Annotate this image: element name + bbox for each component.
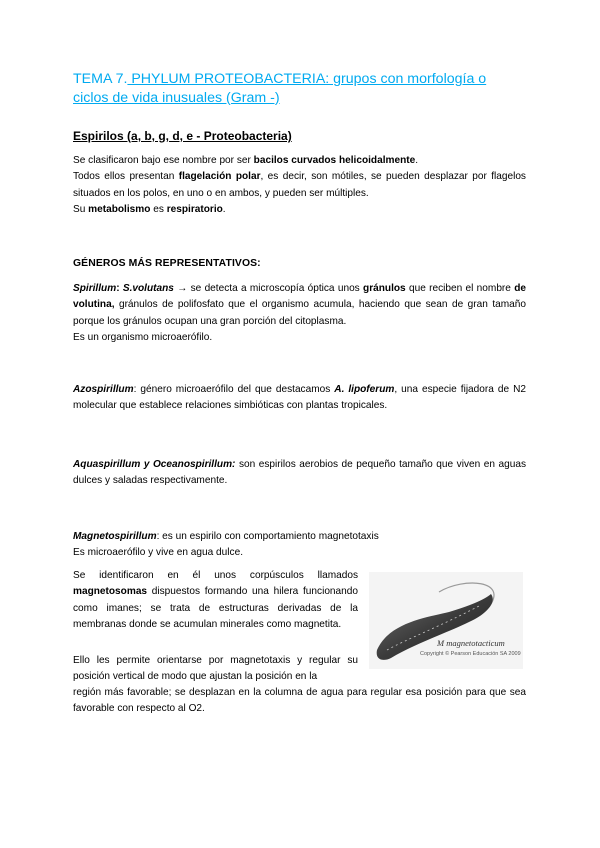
genera-heading: GÉNEROS MÁS REPRESENTATIVOS: bbox=[73, 258, 261, 269]
respiratory-term: respiratorio bbox=[166, 203, 223, 215]
magnetotaxis-paragraph-b: región más favorable; se desplazan en la columna de agua para regular esa posición para que sea favorable con respecto al O2. bbox=[73, 687, 526, 715]
spirillum-paragraph: Spirillum: S.volutans → se detecta a microscopía óptica unos gránulos que reciben el nombre de volutina, gránulos de polifosfato que el organismo acumula, haciendo que sean de gran tamaño porque los gránulos ocupan una gran porción del citoplasma. Es un organismo microaerófilo. bbox=[73, 281, 526, 346]
spirillum-species: S.volutans bbox=[122, 283, 174, 294]
magnetosome-paragraph: Se identificaron en él unos corpúsculos llamados magnetosomas dispuestos formando una hilera funcionando como imanes; se trata de estructuras derivadas de la membranas donde se acumulan minerales como magnetita. bbox=[73, 570, 358, 630]
intro-paragraph: Se clasificaron bajo ese nombre por ser bacilos curvados helicoidalmente. Todos ellos presentan flagelación polar, es decir, son mótiles, se pueden desplazar por flagelos situados en los polos, en uno o en ambos, y pueden ser múltiples. Su metabolismo es respiratorio. bbox=[73, 155, 526, 215]
section-heading: Espirilos (a, b, g, d, e - Proteobacteria) bbox=[73, 129, 292, 143]
azospirillum-name: Azospirillum bbox=[73, 384, 134, 395]
magnetospirillum-paragraph: Magnetospirillum: es un espirilo con comportamiento magnetotaxis Es microaerófilo y vive en agua dulce. bbox=[73, 529, 526, 562]
azospirillum-paragraph: Azospirillum: género microaerófilo del que destacamos A. lipoferum, una especie fijadora de N2 molecular que establece relaciones simbióticas con plantas tropicales. bbox=[73, 384, 526, 412]
metabolism-term: metabolismo bbox=[88, 203, 151, 215]
spirillum-name: Spirillum bbox=[73, 283, 117, 294]
spirillum-line2: Es un organismo microaerófilo. bbox=[73, 331, 213, 343]
title-prefix: TEMA 7. bbox=[73, 71, 128, 87]
helical-bacilli-term: bacilos curvados helicoidalmente bbox=[253, 155, 416, 166]
magnetospirillum-micrograph bbox=[369, 572, 523, 669]
magnetosomes-term: magnetosomas bbox=[73, 586, 148, 598]
figure-caption: M magnetotacticum bbox=[437, 638, 505, 648]
magnetospirillum-name: Magnetospirillum bbox=[73, 531, 157, 542]
page-title bbox=[73, 70, 533, 108]
title-line1: PHYLUM PROTEOBACTERIA: grupos con morfología o bbox=[127, 71, 487, 87]
title-line2: ciclos de vida inusuales (Gram -) bbox=[73, 90, 280, 106]
magnetospirillum-line2: Es microaerófilo y vive en agua dulce. bbox=[73, 547, 243, 559]
magnetotaxis-paragraph-a: Ello les permite orientarse por magnetotaxis y regular su posición vertical de modo que ajustan la posición en la bbox=[73, 655, 358, 683]
aquaspirillum-paragraph: Aquaspirillum y Oceanospirillum: son espirilos aerobios de pequeño tamaño que viven en aguas dulces y saladas respectivamente. bbox=[73, 459, 526, 487]
figure-copyright: Copyright © Pearson Educación SA 2009 bbox=[420, 651, 521, 657]
polar-flagellation-term: flagelación polar bbox=[178, 171, 261, 183]
azospirillum-species: A. lipoferum bbox=[334, 384, 395, 395]
aquaspirillum-name: Aquaspirillum y Oceanospirillum: bbox=[73, 459, 236, 470]
